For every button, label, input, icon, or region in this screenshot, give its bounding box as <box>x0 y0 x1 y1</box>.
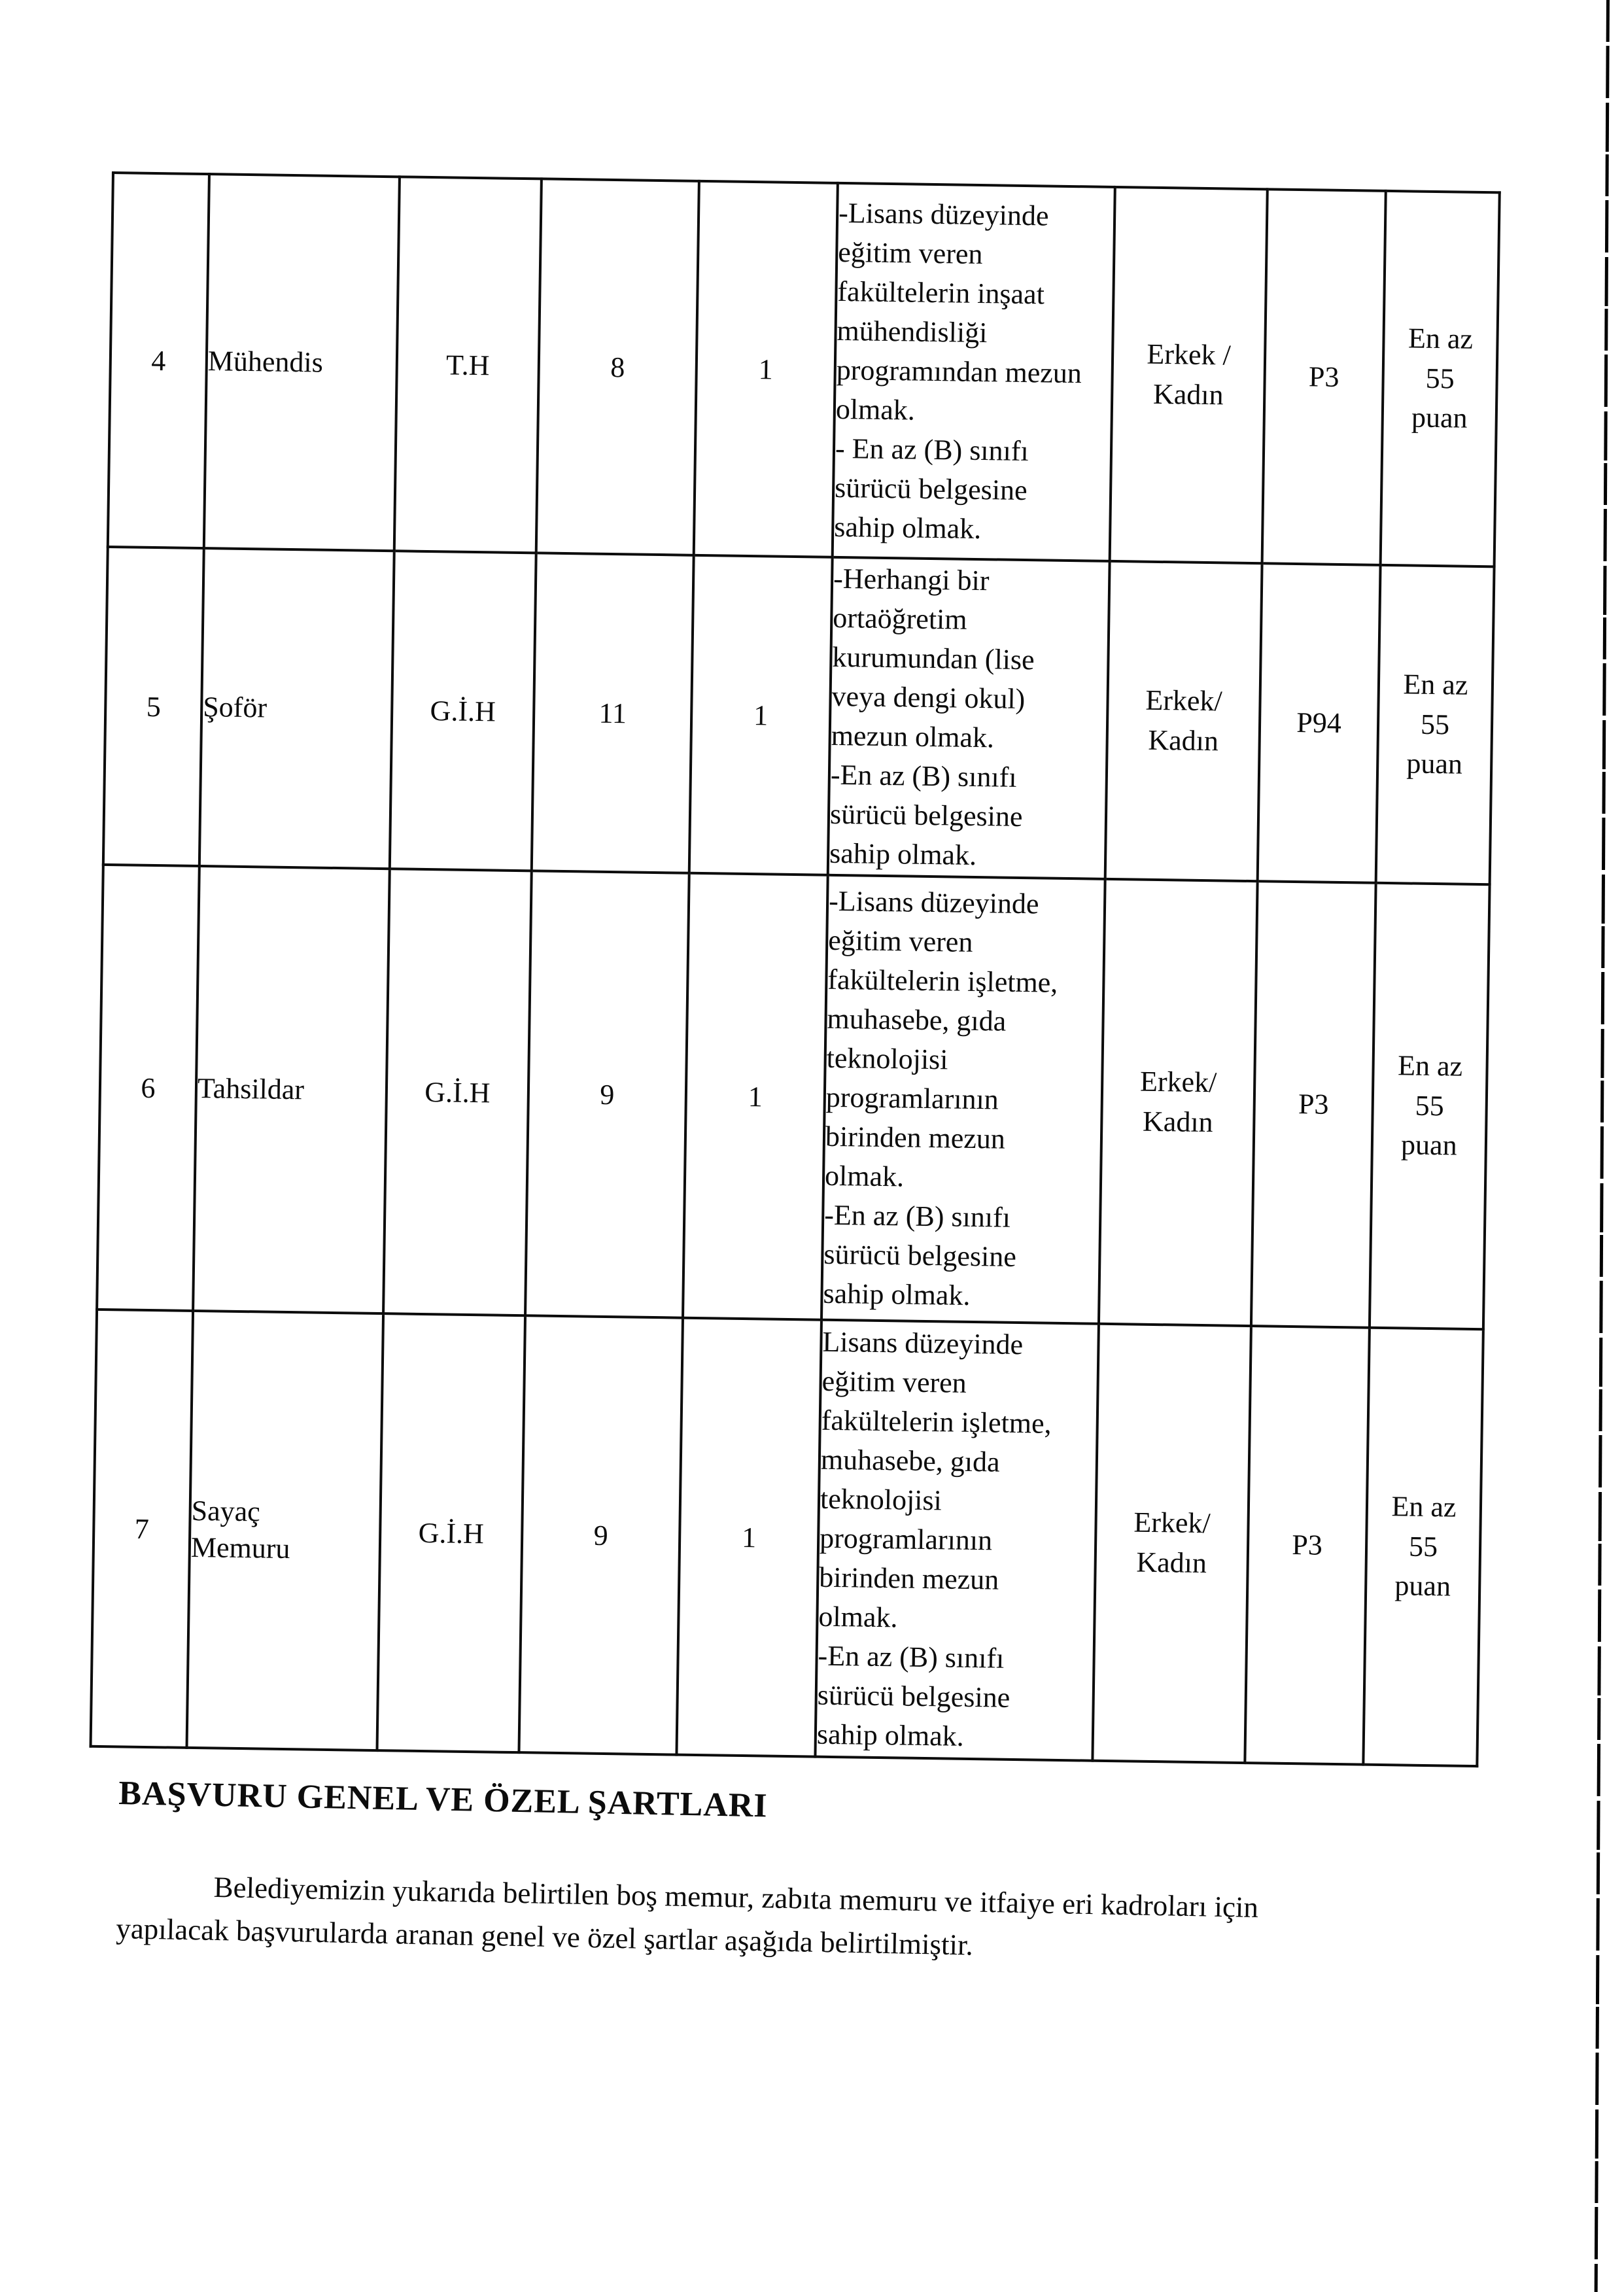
scan-edge-artifact <box>1595 0 1610 2292</box>
cell-position-title: Sayaç Memuru <box>187 1311 384 1750</box>
cell-position-title: Mühendis <box>204 174 400 551</box>
cell-vacancy-count: 1 <box>689 555 833 875</box>
cell-position-no: 6 <box>97 865 199 1311</box>
cell-vacancy-count: 1 <box>683 873 828 1320</box>
cell-min-score: En az 55 puan <box>1376 565 1494 884</box>
cell-requirements: -Herhangi bir ortaöğretim kurumundan (lise veya dengi okul) mezun olmak. -En az (B) sınıfı sürücü belgesine sahip olmak. <box>828 557 1110 879</box>
cell-position-no: 4 <box>108 173 209 548</box>
cell-requirements: -Lisans düzeyinde eğitim veren fakültelerin inşaat mühendisliği programından mezun olmak. - En az (B) sınıfı sürücü belgesine sahip olmak. <box>833 183 1115 561</box>
cell-gender: Erkek / Kadın <box>1110 187 1268 563</box>
cell-class-code: G.İ.H <box>390 551 536 871</box>
application-conditions-section <box>116 1774 1525 1977</box>
cell-grade: 9 <box>519 1315 683 1754</box>
table-row <box>103 547 1494 884</box>
vacancy-table-wrap <box>90 171 1501 1767</box>
cell-position-title: Tahsildar <box>193 866 390 1313</box>
cell-exam-score-type: P3 <box>1251 881 1376 1328</box>
cell-exam-score-type: P3 <box>1245 1326 1370 1765</box>
section-paragraph: Belediyemizin yukarıda belirtilen boş memur, zabıta memuru ve itfaiye eri kadroları için yapılacak başvurularda aranan genel ve özel şartlar aşağıda belirtilmiştir. <box>115 1870 1259 1962</box>
cell-grade: 8 <box>536 179 699 555</box>
cell-class-code: G.İ.H <box>377 1313 525 1752</box>
cell-class-code: T.H <box>394 177 542 553</box>
cell-position-no: 7 <box>91 1310 194 1748</box>
cell-gender: Erkek/ Kadın <box>1105 561 1262 881</box>
cell-requirements: -Lisans düzeyinde eğitim veren fakültelerin işletme, muhasebe, gıda teknolojisi programlarının birinden mezun olmak. -En az (B) sınıfı sürücü belgesine sahip olmak. <box>821 875 1105 1324</box>
cell-exam-score-type: P94 <box>1258 563 1381 883</box>
cell-position-no: 5 <box>103 547 204 866</box>
cell-gender: Erkek/ Kadın <box>1099 879 1258 1326</box>
cell-class-code: G.İ.H <box>383 869 532 1315</box>
cell-exam-score-type: P3 <box>1262 189 1386 565</box>
cell-grade: 9 <box>525 871 689 1317</box>
cell-min-score: En az 55 puan <box>1381 191 1500 566</box>
cell-vacancy-count: 1 <box>676 1318 821 1757</box>
cell-position-title: Şoför <box>199 548 394 869</box>
cell-min-score: En az 55 puan <box>1363 1328 1483 1766</box>
vacancy-table <box>90 171 1501 1767</box>
cell-requirements: Lisans düzeyinde eğitim veren fakültelerin işletme, muhasebe, gıda teknolojisi programlarının birinden mezun olmak. -En az (B) sınıfı sürücü belgesine sahip olmak. <box>815 1320 1099 1761</box>
cell-min-score: En az 55 puan <box>1370 883 1490 1329</box>
table-row <box>97 865 1490 1329</box>
cell-vacancy-count: 1 <box>694 181 838 557</box>
table-row <box>91 1310 1483 1766</box>
table-row <box>108 173 1500 566</box>
cell-gender: Erkek/ Kadın <box>1092 1324 1251 1763</box>
cell-grade: 11 <box>532 553 694 873</box>
section-heading: BAŞVURU GENEL VE ÖZEL ŞARTLARI <box>118 1774 769 1825</box>
